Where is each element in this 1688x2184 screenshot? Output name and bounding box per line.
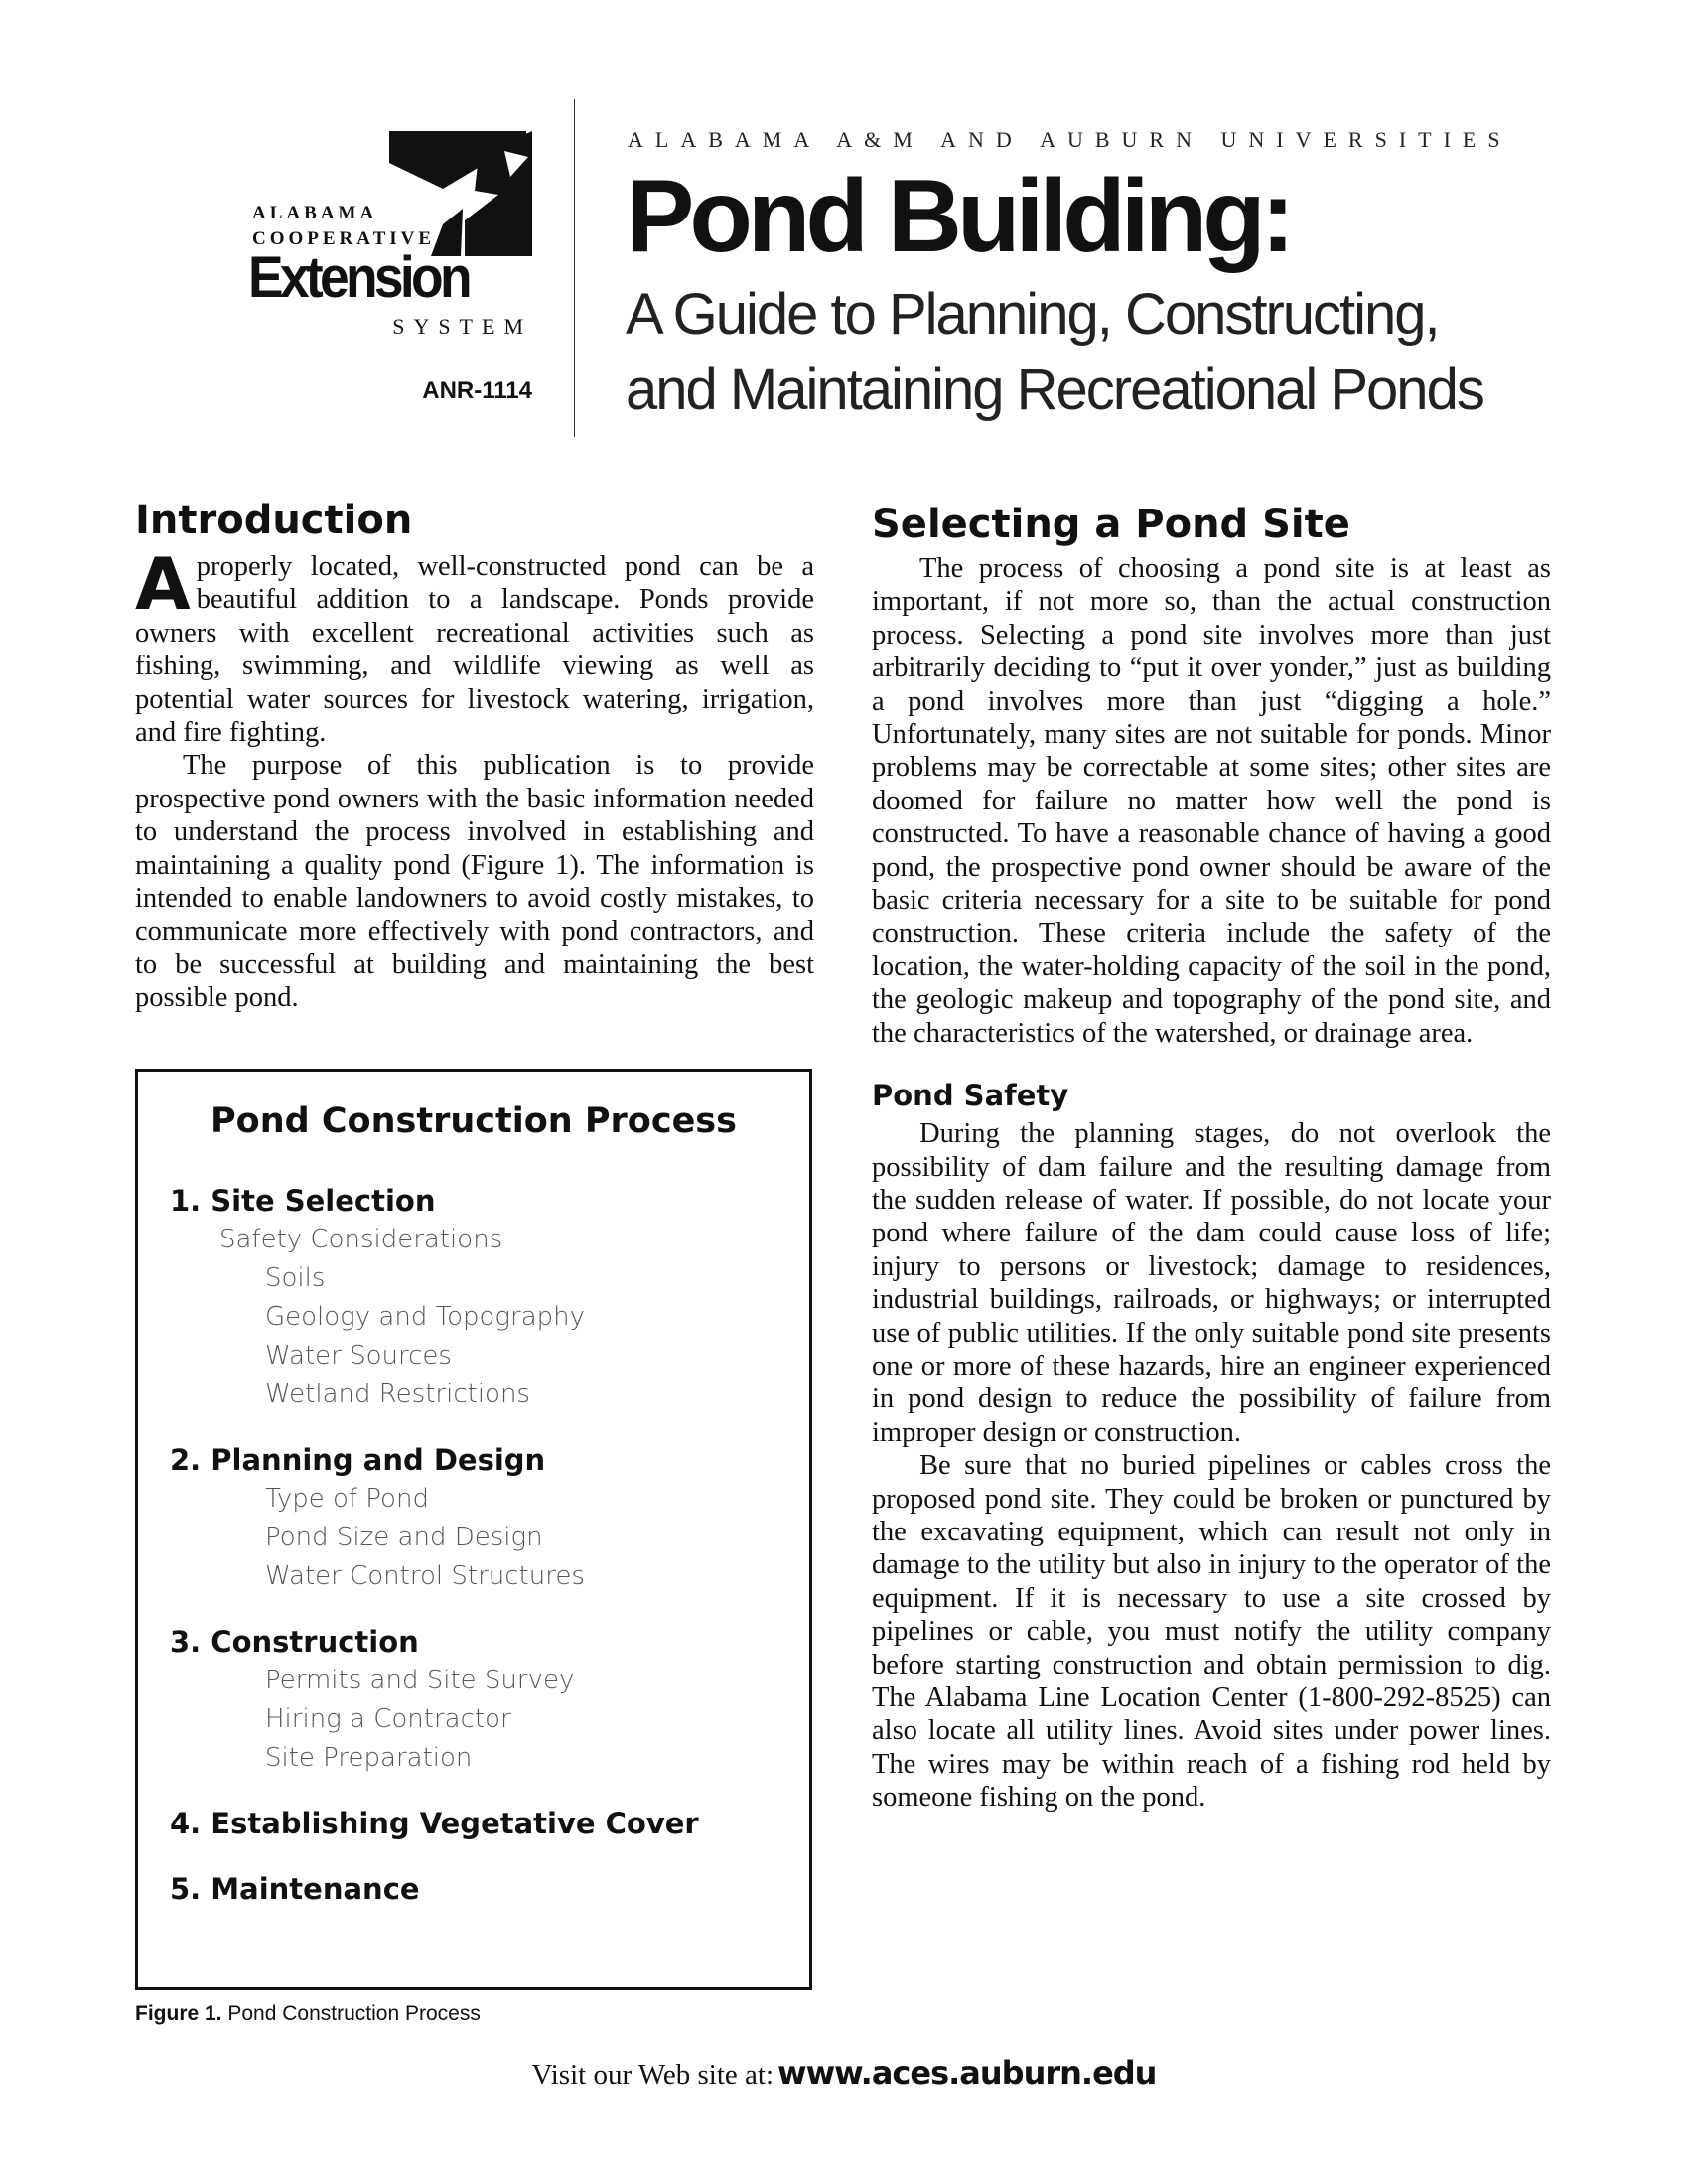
logo-text-system: SYSTEM: [392, 314, 532, 339]
intro-paragraph-2: The purpose of this publication is to provide prospective pond owners with the basic information needed to understand the process involved in establishing and maintaining a quality pond (Figure 1). The information is intended to enable landowners to avoid costly mistakes, to communicate more effectively with pond contractors, and to be successful at building and maintaining the best possible pond.: [135, 750, 814, 1014]
figure-1-box: [135, 1069, 812, 1990]
process-step-title: 4. Establishing Vegetative Cover: [170, 1807, 699, 1840]
website-link[interactable]: www.aces.auburn.edu: [777, 2054, 1157, 2092]
introduction-heading: Introduction: [135, 498, 413, 543]
process-step: [170, 1869, 789, 1909]
page-title: Pond Building:: [626, 159, 1291, 274]
university-line: ALABAMA A&M AND AUBURN UNIVERSITIES: [628, 127, 1512, 152]
figure-title: Pond Construction Process: [211, 1101, 737, 1141]
process-substep: Water Sources: [265, 1341, 452, 1371]
extension-logo: [248, 129, 532, 340]
process-substep: Pond Size and Design: [265, 1523, 543, 1552]
selecting-site-heading: Selecting a Pond Site: [872, 502, 1350, 547]
process-step-title: 1. Site Selection: [170, 1184, 436, 1218]
safety-paragraph-1: During the planning stages, do not overlook the possibility of dam failure and the resulting damage from the sudden release of water. If possible, do not locate your pond where failure of the dam could cause loss of life; injury to persons or livestock; damage to residences, industrial buildings, railroads, or highways; or interrupted use of public utilities. If the only suitable pond site presents one or more of these hazards, hire an engineer experienced in pond design to reduce the possibility of failure from improper design or construction.: [872, 1118, 1551, 1448]
process-substep: Type of Pond: [265, 1484, 429, 1514]
process-substep: Water Control Structures: [265, 1561, 585, 1591]
logo-text-cooperative: COOPERATIVE: [252, 228, 436, 249]
footer: [0, 2054, 1688, 2092]
process-substep: Permits and Site Survey: [265, 1666, 575, 1695]
process-step-title: 2. Planning and Design: [170, 1443, 546, 1477]
process-step-title: 3. Construction: [170, 1625, 419, 1659]
figure-caption: [135, 2002, 481, 2026]
figure-caption-label: Figure 1.: [135, 2002, 222, 2025]
right-column: [872, 497, 1551, 1815]
logo-text-alabama: ALABAMA: [252, 203, 378, 223]
page-subtitle-line2: and Maintaining Recreational Ponds: [626, 358, 1483, 422]
page-subtitle-line1: A Guide to Planning, Constructing,: [626, 282, 1439, 347]
process-substep: Hiring a Contractor: [265, 1704, 511, 1734]
process-step: [170, 1804, 789, 1843]
safety-paragraph-2: Be sure that no buried pipelines or cables cross the proposed pond site. They could be broken or punctured by the excavating equipment, which can result not only in damage to the utility but also in injury to the operator of the equipment. If it is necessary to use a site crossed by pipelines or cable, you must notify the utility company before starting construction and obtain permission to dig. The Alabama Line Location Center (1-800-292-8525) can also locate all utility lines. Avoid sites under power lines. The wires may be within reach of a fishing rod held by someone fishing on the pond.: [872, 1450, 1551, 1814]
process-substep: Site Preparation: [265, 1743, 473, 1773]
process-substep: Safety Considerations: [219, 1225, 503, 1254]
process-steps: [170, 1181, 789, 1935]
logo-text-extension: Extension: [248, 245, 469, 310]
left-column: [135, 497, 814, 1015]
process-substep: Geology and Topography: [265, 1302, 585, 1332]
process-step: [170, 1440, 789, 1596]
process-step-title: 5. Maintenance: [170, 1872, 420, 1906]
process-substep: Soils: [265, 1263, 326, 1293]
pond-safety-heading: Pond Safety: [872, 1079, 1069, 1113]
figure-caption-text: Pond Construction Process: [227, 2002, 481, 2025]
publication-number: ANR-1114: [422, 377, 532, 404]
header-divider: [574, 99, 575, 437]
process-step: [170, 1622, 789, 1778]
intro-paragraph-1-text: properly located, well-constructed pond can be a beautiful addition to a landscape. Ponds provide owners with excellent recreational activities such as fishing, swimming, and wildlife viewing as well as potential water sources for livestock watering, irrigation, and fire fighting.: [135, 551, 814, 749]
intro-paragraph-1: [135, 542, 814, 749]
process-substep: Wetland Restrictions: [265, 1380, 530, 1409]
drop-cap: A: [135, 542, 191, 626]
process-step: [170, 1181, 789, 1414]
site-paragraph-1: The process of choosing a pond site is at least as important, if not more so, than the actual construction process. Selecting a pond site involves more than just arbitrarily deciding to “put it over yonder,” just as building a pond involves more than just “digging a hole.” Unfortunately, many sites are not suitable for ponds. Minor problems may be correctable at some sites; other sites are doomed for failure no matter how well the pond is constructed. To have a reasonable chance of having a good pond, the prospective pond owner should be aware of the basic criteria necessary for a site to be suitable for pond construction. These criteria include the safety of the location, the water-holding capacity of the soil in the pond, the geologic makeup and topography of the pond site, and the characteristics of the watershed, or drainage area.: [872, 553, 1551, 1049]
footer-text: Visit our Web site at:: [531, 2059, 774, 2091]
